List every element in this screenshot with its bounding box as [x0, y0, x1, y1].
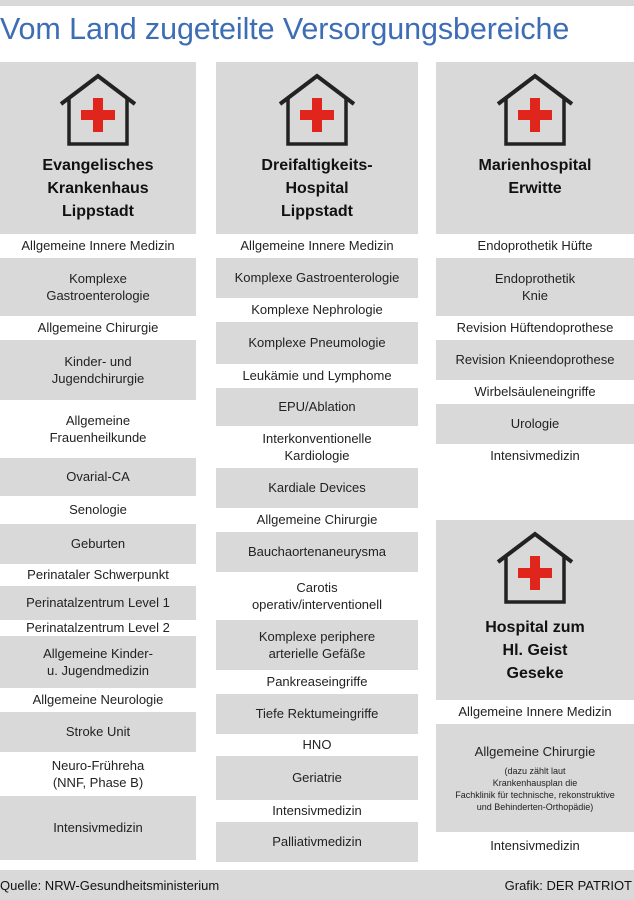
service-label: Intensivmedizin — [490, 838, 580, 854]
service-label: Neuro-Frühreha (NNF, Phase B) — [51, 757, 145, 790]
service-row — [216, 800, 418, 822]
service-row — [436, 700, 634, 724]
service-label: Allgemeine Chirurgie — [256, 512, 378, 528]
service-label: EPU/Ablation — [278, 399, 356, 415]
service-label: Perinatalzentrum Level 1 — [26, 595, 170, 611]
service-note: (dazu zählt laut Krankenhausplan die Fachklinik für technische, rekonstruktive und Behinderten-Orthopädie) — [455, 765, 615, 812]
service-row — [0, 688, 196, 712]
service-label: Kinder- und Jugendchirurgie — [51, 353, 145, 386]
service-row — [216, 298, 418, 322]
service-label: Stroke Unit — [65, 724, 131, 740]
service-row — [0, 712, 196, 752]
service-label: Komplexe Pneumologie — [248, 335, 386, 351]
service-row — [216, 508, 418, 532]
service-row — [216, 364, 418, 388]
service-row — [0, 316, 196, 340]
service-label: Leukämie und Lymphome — [242, 368, 392, 384]
service-row — [0, 752, 196, 796]
service-row — [216, 734, 418, 756]
service-row — [216, 322, 418, 364]
service-label: Allgemeine Chirurgie — [474, 744, 596, 760]
service-label: Endoprothetik Hüfte — [477, 238, 593, 254]
service-label: Allgemeine Innere Medizin — [240, 238, 394, 254]
service-label: Revision Knieendoprothese — [455, 352, 615, 368]
hospital-house-icon — [57, 70, 139, 150]
service-label: Allgemeine Neurologie — [32, 692, 164, 708]
page-title: Vom Land zugeteilte Versorgungsbereiche — [0, 12, 570, 46]
footer — [0, 870, 634, 900]
service-row — [436, 724, 634, 832]
service-row — [0, 258, 196, 316]
service-label: Allgemeine Kinder- u. Jugendmedizin — [43, 645, 153, 678]
service-label: Tiefe Rektumeingriffe — [255, 706, 379, 722]
service-row — [0, 636, 196, 688]
service-label: Ovarial-CA — [66, 469, 130, 485]
service-label: HNO — [302, 737, 332, 753]
service-row — [436, 832, 634, 860]
service-row — [0, 796, 196, 860]
hospital-column — [436, 0, 634, 870]
hospital-house-icon — [494, 528, 576, 608]
service-row — [0, 586, 196, 620]
hospital-name: Dreifaltigkeits- Hospital Lippstadt — [261, 157, 373, 220]
hospital-name: Marienhospital Erwitte — [478, 157, 592, 197]
service-label: Bauchaortenaneurysma — [247, 544, 387, 560]
service-label: Intensivmedizin — [53, 820, 143, 836]
service-row — [216, 258, 418, 298]
service-row — [216, 670, 418, 694]
service-row — [216, 756, 418, 800]
service-row — [0, 524, 196, 564]
service-label: Perinatalzentrum Level 2 — [26, 620, 170, 636]
service-row — [216, 822, 418, 862]
service-label: Komplexe Gastroenterologie — [46, 270, 150, 303]
hospital-name: Evangelisches Krankenhaus Lippstadt — [42, 157, 154, 220]
service-row — [216, 388, 418, 426]
credit-label: Grafik: DER PATRIOT — [504, 878, 632, 893]
hospital-header — [0, 62, 196, 234]
service-row — [216, 532, 418, 572]
service-label: Geburten — [70, 536, 126, 552]
service-label: Revision Hüftendoprothese — [456, 320, 614, 336]
hospital-column — [0, 0, 196, 870]
service-label: Pankreaseingriffe — [266, 674, 368, 690]
service-row — [216, 234, 418, 258]
service-row — [0, 340, 196, 400]
service-row — [0, 400, 196, 458]
service-label: Endoprothetik Knie — [494, 270, 576, 303]
service-label: Allgemeine Chirurgie — [37, 320, 159, 336]
service-label: Urologie — [510, 416, 560, 432]
service-label: Komplexe Nephrologie — [251, 302, 383, 318]
service-label: Kardiale Devices — [268, 480, 366, 496]
service-label: Carotis operativ/interventionell — [251, 579, 383, 612]
hospital-column — [216, 0, 418, 870]
service-row — [216, 620, 418, 670]
service-label: Allgemeine Innere Medizin — [458, 704, 612, 720]
hospital-header — [216, 62, 418, 234]
service-label: Komplexe periphere arterielle Gefäße — [258, 628, 376, 661]
service-row — [216, 468, 418, 508]
service-row — [216, 694, 418, 734]
service-row — [0, 234, 196, 258]
hospital-name: Hospital zum Hl. Geist Geseke — [485, 619, 585, 682]
hospital-house-icon — [276, 70, 358, 150]
hospital-header — [436, 520, 634, 700]
service-row — [0, 458, 196, 496]
service-row — [0, 564, 196, 586]
service-label: Interkonventionelle Kardiologie — [262, 430, 372, 463]
service-label: Intensivmedizin — [490, 448, 580, 464]
service-label: Geriatrie — [292, 770, 342, 786]
service-label: Intensivmedizin — [272, 803, 362, 819]
service-label: Perinataler Schwerpunkt — [27, 567, 169, 583]
service-row — [216, 572, 418, 620]
service-label: Komplexe Gastroenterologie — [234, 270, 400, 286]
service-label: Palliativmedizin — [272, 834, 362, 850]
service-label: Senologie — [69, 502, 127, 518]
service-label: Allgemeine Innere Medizin — [21, 238, 175, 254]
source-label: Quelle: NRW-Gesundheitsministerium — [0, 878, 220, 893]
service-row — [216, 426, 418, 468]
service-row — [0, 496, 196, 524]
service-label: Allgemeine Frauenheilkunde — [49, 412, 147, 445]
service-label: Wirbelsäuleneingriffe — [474, 384, 596, 400]
service-row — [0, 620, 196, 636]
